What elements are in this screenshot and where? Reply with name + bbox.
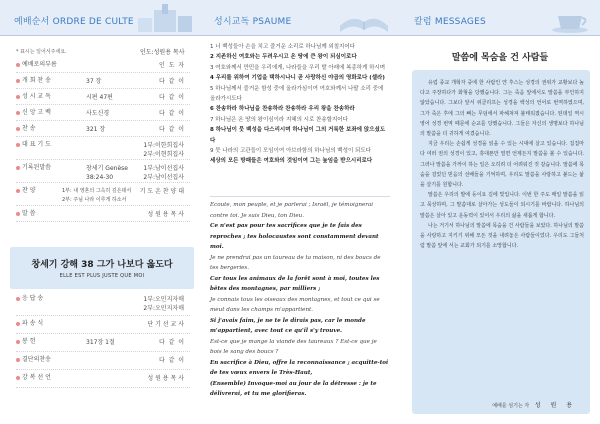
worship-order-title: 예배순서 ORDRE DE CULTE	[14, 17, 134, 27]
worship-row	[16, 92, 190, 105]
signature-prefix: 예배를 섬기는 자	[492, 403, 530, 409]
verse-line: (Ensemble) Invoque-moi au jour de la détresse : je te délivrerai, et tu me glorifieras.	[210, 380, 377, 397]
verse-line: 6 찬송하라 하나님을 찬송하라 찬송하라 우리 왕을 찬송하라	[210, 106, 355, 113]
message-box	[412, 70, 590, 414]
bullet-dot-icon	[16, 111, 20, 115]
row-detail: 317장 1절	[86, 339, 115, 346]
worship-row	[16, 355, 190, 370]
verse-line: 2 지존하신 여호와는 두려우시고 온 땅에 큰 왕이 되심이로다	[210, 54, 357, 61]
bullet-dot-icon	[16, 297, 20, 301]
worship-row	[16, 76, 190, 89]
row-divider	[16, 182, 190, 183]
row-detail: 시편 47편	[86, 94, 113, 101]
row-responsible: 1부:남이선집사 2부:남이선집사	[143, 165, 184, 181]
message-paragraph: 말씀은 우리의 발에 등이요 길에 빛입니다. 이번 한 주도 매일 말씀을 읽고 묵상하며, 그 말씀대로 살아가는 성도들이 되시기를 바랍니다. 하나님의 말씀은 살아 있고 운동력이 있어서 우리의 삶을 새롭게 합니다.	[420, 192, 584, 219]
row-label: 파 송 식	[22, 320, 44, 327]
row-label: 결단의찬송	[22, 356, 51, 363]
row-label: 찬 양	[22, 187, 36, 194]
row-responsible: 다 같 이	[158, 339, 184, 346]
signature-name: 성 원 용	[534, 402, 576, 409]
sermon-theme-subtitle: ELLE EST PLUS JUSTE QUE MOI	[59, 273, 145, 279]
row-divider	[16, 104, 190, 105]
sermon-theme-title: 창세기 강해 38 그가 나보다 옳도다	[31, 260, 173, 270]
bullet-dot-icon	[16, 143, 20, 147]
open-book-icon	[334, 4, 394, 34]
bullet-dot-icon	[16, 95, 20, 99]
messages-column	[400, 0, 600, 424]
row-responsible: 다 같 이	[158, 94, 184, 101]
verse-line: Je ne prendrai pas un taureau de ta maison, ni des boucs de tes bergeries.	[210, 254, 381, 271]
worship-leader: 인도:성원용 목사	[140, 49, 185, 56]
bullet-dot-icon	[16, 127, 20, 131]
verse-line: 3 여호와께서 만민을 우리에게, 나라들을 우리 발 아래에 복종하게 하시며	[210, 64, 386, 71]
row-label: 말 씀	[22, 210, 36, 217]
bullet-dot-icon	[16, 79, 20, 83]
row-label: 찬 송	[22, 125, 36, 132]
bullet-dot-icon	[16, 340, 20, 344]
verse-line: Car tous les animaux de la forêt sont à moi, toutes les bêtes des montagnes, par milliers ;	[210, 275, 380, 292]
worship-subtitle: * 표시는 일어서주세요.	[16, 49, 67, 55]
worship-row	[16, 186, 190, 206]
row-responsible: 다 같 이	[158, 126, 184, 133]
psalm-french	[210, 200, 390, 400]
church-illustration-icon	[134, 4, 194, 34]
row-divider	[16, 333, 190, 334]
row-detail: 321 장	[86, 126, 106, 133]
verse-line: 8 하나님이 뭇 백성을 다스리시며 하나님이 그의 거룩한 보좌에 앉으셨도다	[210, 127, 386, 144]
sermon-theme-box	[10, 247, 194, 289]
worship-row	[16, 124, 190, 137]
message-paragraph: 나는 거기서 하나님의 말씀에 목숨을 건 사람들을 보았다. 하나님의 말씀을 사랑하고 지키기 위해 모든 것을 내려놓은 사람들이었다. 우리도 그들처럼 말씀 앞에 서는 교회가 되기를 소망합니다.	[420, 222, 584, 250]
message-signature	[412, 400, 590, 409]
row-divider	[16, 387, 190, 388]
psalm-column	[200, 0, 400, 424]
row-divider	[16, 315, 190, 316]
verse-line: 7 하나님은 온 땅의 왕이심이라 지혜의 시로 찬송할지어다	[210, 116, 348, 123]
row-responsible: 인 도 자	[158, 62, 184, 69]
worship-row	[16, 163, 190, 183]
row-label: 기록된말씀	[22, 164, 51, 171]
row-divider	[16, 72, 190, 73]
row-responsible: 1부:오민지자매 2부:오민지자매	[143, 296, 184, 312]
worship-order-header	[0, 0, 200, 36]
verse-line: 4 우리를 위하여 기업을 택하시나니 곧 사랑하신 야곱의 영화로다 (셀라)	[210, 75, 385, 82]
message-body	[420, 78, 584, 251]
row-responsible: 다 같 이	[158, 78, 184, 85]
worship-row	[16, 60, 190, 73]
verse-line: En sacrifice à Dieu, offre la reconnaissance ; acquitte-toi de tes vœux envers le Très-Haut,	[210, 359, 389, 376]
row-label: 강 복 선 언	[22, 374, 51, 381]
row-responsible: 기 도 온 찬 양 대	[139, 188, 184, 195]
verse-line: Je connais tous les oiseaux des montagnes, et tout ce qui se meut dans les champs m'appartient.	[210, 296, 380, 313]
row-detail: 37 장	[86, 78, 102, 85]
row-divider	[16, 136, 190, 137]
row-responsible: 단 기 선 교 사	[147, 321, 184, 328]
row-detail: 창세기 Genèse 38:24-30	[86, 165, 128, 181]
row-label: 대 표 기 도	[22, 141, 51, 148]
psalm-title: 성시교독 PSAUME	[214, 17, 292, 27]
bullet-dot-icon	[16, 376, 20, 380]
row-responsible: 성 원 용 목 사	[147, 211, 184, 218]
row-divider	[16, 159, 190, 160]
row-responsible: 다 같 이	[158, 110, 184, 117]
verse-line: 9 뭇 나라의 고관들이 모임이여 아브라함의 하나님의 백성이 되도다	[210, 148, 371, 155]
worship-row	[16, 209, 190, 222]
row-divider	[16, 88, 190, 89]
worship-row	[16, 108, 190, 121]
worship-row	[16, 337, 190, 352]
row-label: 신 앙 고 백	[22, 109, 51, 116]
row-divider	[16, 120, 190, 121]
bullet-dot-icon	[16, 63, 20, 67]
message-paragraph: 유럽 종교 개혁자 중에 한 사람인 얀 후스는 성경의 권위가 교황보다 높다고 주장하다가 화형을 당했습니다. 그는 죽음 앞에서도 말씀을 부인하지 않았습니다. 그보다 앞서 위클리프는 성경을 백성의 언어로 번역하였으며, 그가 죽은 후에 그의 뼈는 무덤에서 파헤쳐져 불태워졌습니다. 틴데일 역시 영어 성경 번역 때문에 순교를 당했습니다. 그들은 자신의 생명보다 하나님의 말씀을 더 귀하게 여겼습니다.	[420, 80, 584, 138]
psalm-header	[200, 0, 400, 36]
worship-order-column	[0, 0, 200, 424]
worship-row	[16, 140, 190, 160]
row-responsible: 성 원 용 목 사	[147, 375, 184, 382]
row-divider	[16, 221, 190, 222]
row-label: 예배로의부름	[22, 61, 57, 68]
bullet-dot-icon	[16, 189, 20, 193]
row-detail: 사도신경	[86, 110, 110, 117]
verse-line: Ecoute, mon peuple, et je parlerai ; Israël, je témoignerai contre toi. Je suis Dieu, ton Dieu.	[210, 202, 374, 219]
row-label: 봉 헌	[22, 338, 36, 345]
psalm-korean	[210, 42, 390, 167]
message-paragraph: 지금 우리는 손쉽게 성경을 읽을 수 있는 시대에 살고 있습니다. 집집마다 여러 권의 성경이 있고, 휴대폰만 열면 언제든지 말씀을 볼 수 있습니다. 그러나 말씀을 가까이 하는 일은 오히려 더 어려워진 것 같습니다. 말씀에 목숨을 걸었던 믿음의 선배들을 기억하며, 우리도 말씀을 사랑하고 붙드는 삶을 살기를 원합니다.	[420, 141, 584, 189]
coffee-cup-icon	[534, 4, 594, 34]
verse-line: Est-ce que je mange la viande des taureaux ? Est-ce que je bois le sang des boucs ?	[210, 338, 377, 355]
row-label: 성 시 교 독	[22, 93, 51, 100]
worship-row	[16, 294, 190, 316]
worship-row	[16, 373, 190, 388]
verse-line: 5 하나님께서 즐거운 함성 중에 올라가심이여 여호와께서 나팔 소리 중에 올라가시도다	[210, 85, 384, 103]
row-divider	[16, 205, 190, 206]
verse-line: Ce n'est pas pour tes sacrifices que je te fais des reproches ; tes holocaustes sont constamment devant moi.	[210, 223, 379, 250]
messages-header-title: 칼럼 MESSAGES	[414, 17, 486, 27]
row-label: 개 회 찬 송	[22, 77, 51, 84]
row-label: 응 답 송	[22, 295, 44, 302]
messages-header	[400, 0, 600, 36]
verse-line: 세상의 모든 방패들은 여호와의 것임이여 그는 높임을 받으시리로다	[210, 158, 373, 165]
worship-row	[16, 319, 190, 334]
row-detail: 1부: 내 영혼의 그윽히 깊은데서 2부: 주님 나라 이루게 하소서	[62, 188, 132, 203]
bullet-dot-icon	[16, 322, 20, 326]
psalm-divider	[210, 196, 390, 197]
bullet-dot-icon	[16, 212, 20, 216]
row-responsible: 다 같 이	[158, 357, 184, 364]
row-divider	[16, 369, 190, 370]
verse-line: 1 너 백성들아 손을 치고 즐거운 소리로 하나님께 외칠지어다	[210, 44, 355, 50]
message-title: 말씀에 목숨을 건 사람들	[451, 53, 549, 63]
verse-line: Si j'avais faim, je ne te le dirais pas, car le monde m'appartient, avec tout ce qu'il s'y trouve.	[210, 317, 366, 334]
bullet-dot-icon	[16, 166, 20, 170]
row-divider	[16, 351, 190, 352]
bullet-dot-icon	[16, 358, 20, 362]
row-responsible: 1부:이한희집사 2부:이현희집사	[143, 142, 184, 158]
